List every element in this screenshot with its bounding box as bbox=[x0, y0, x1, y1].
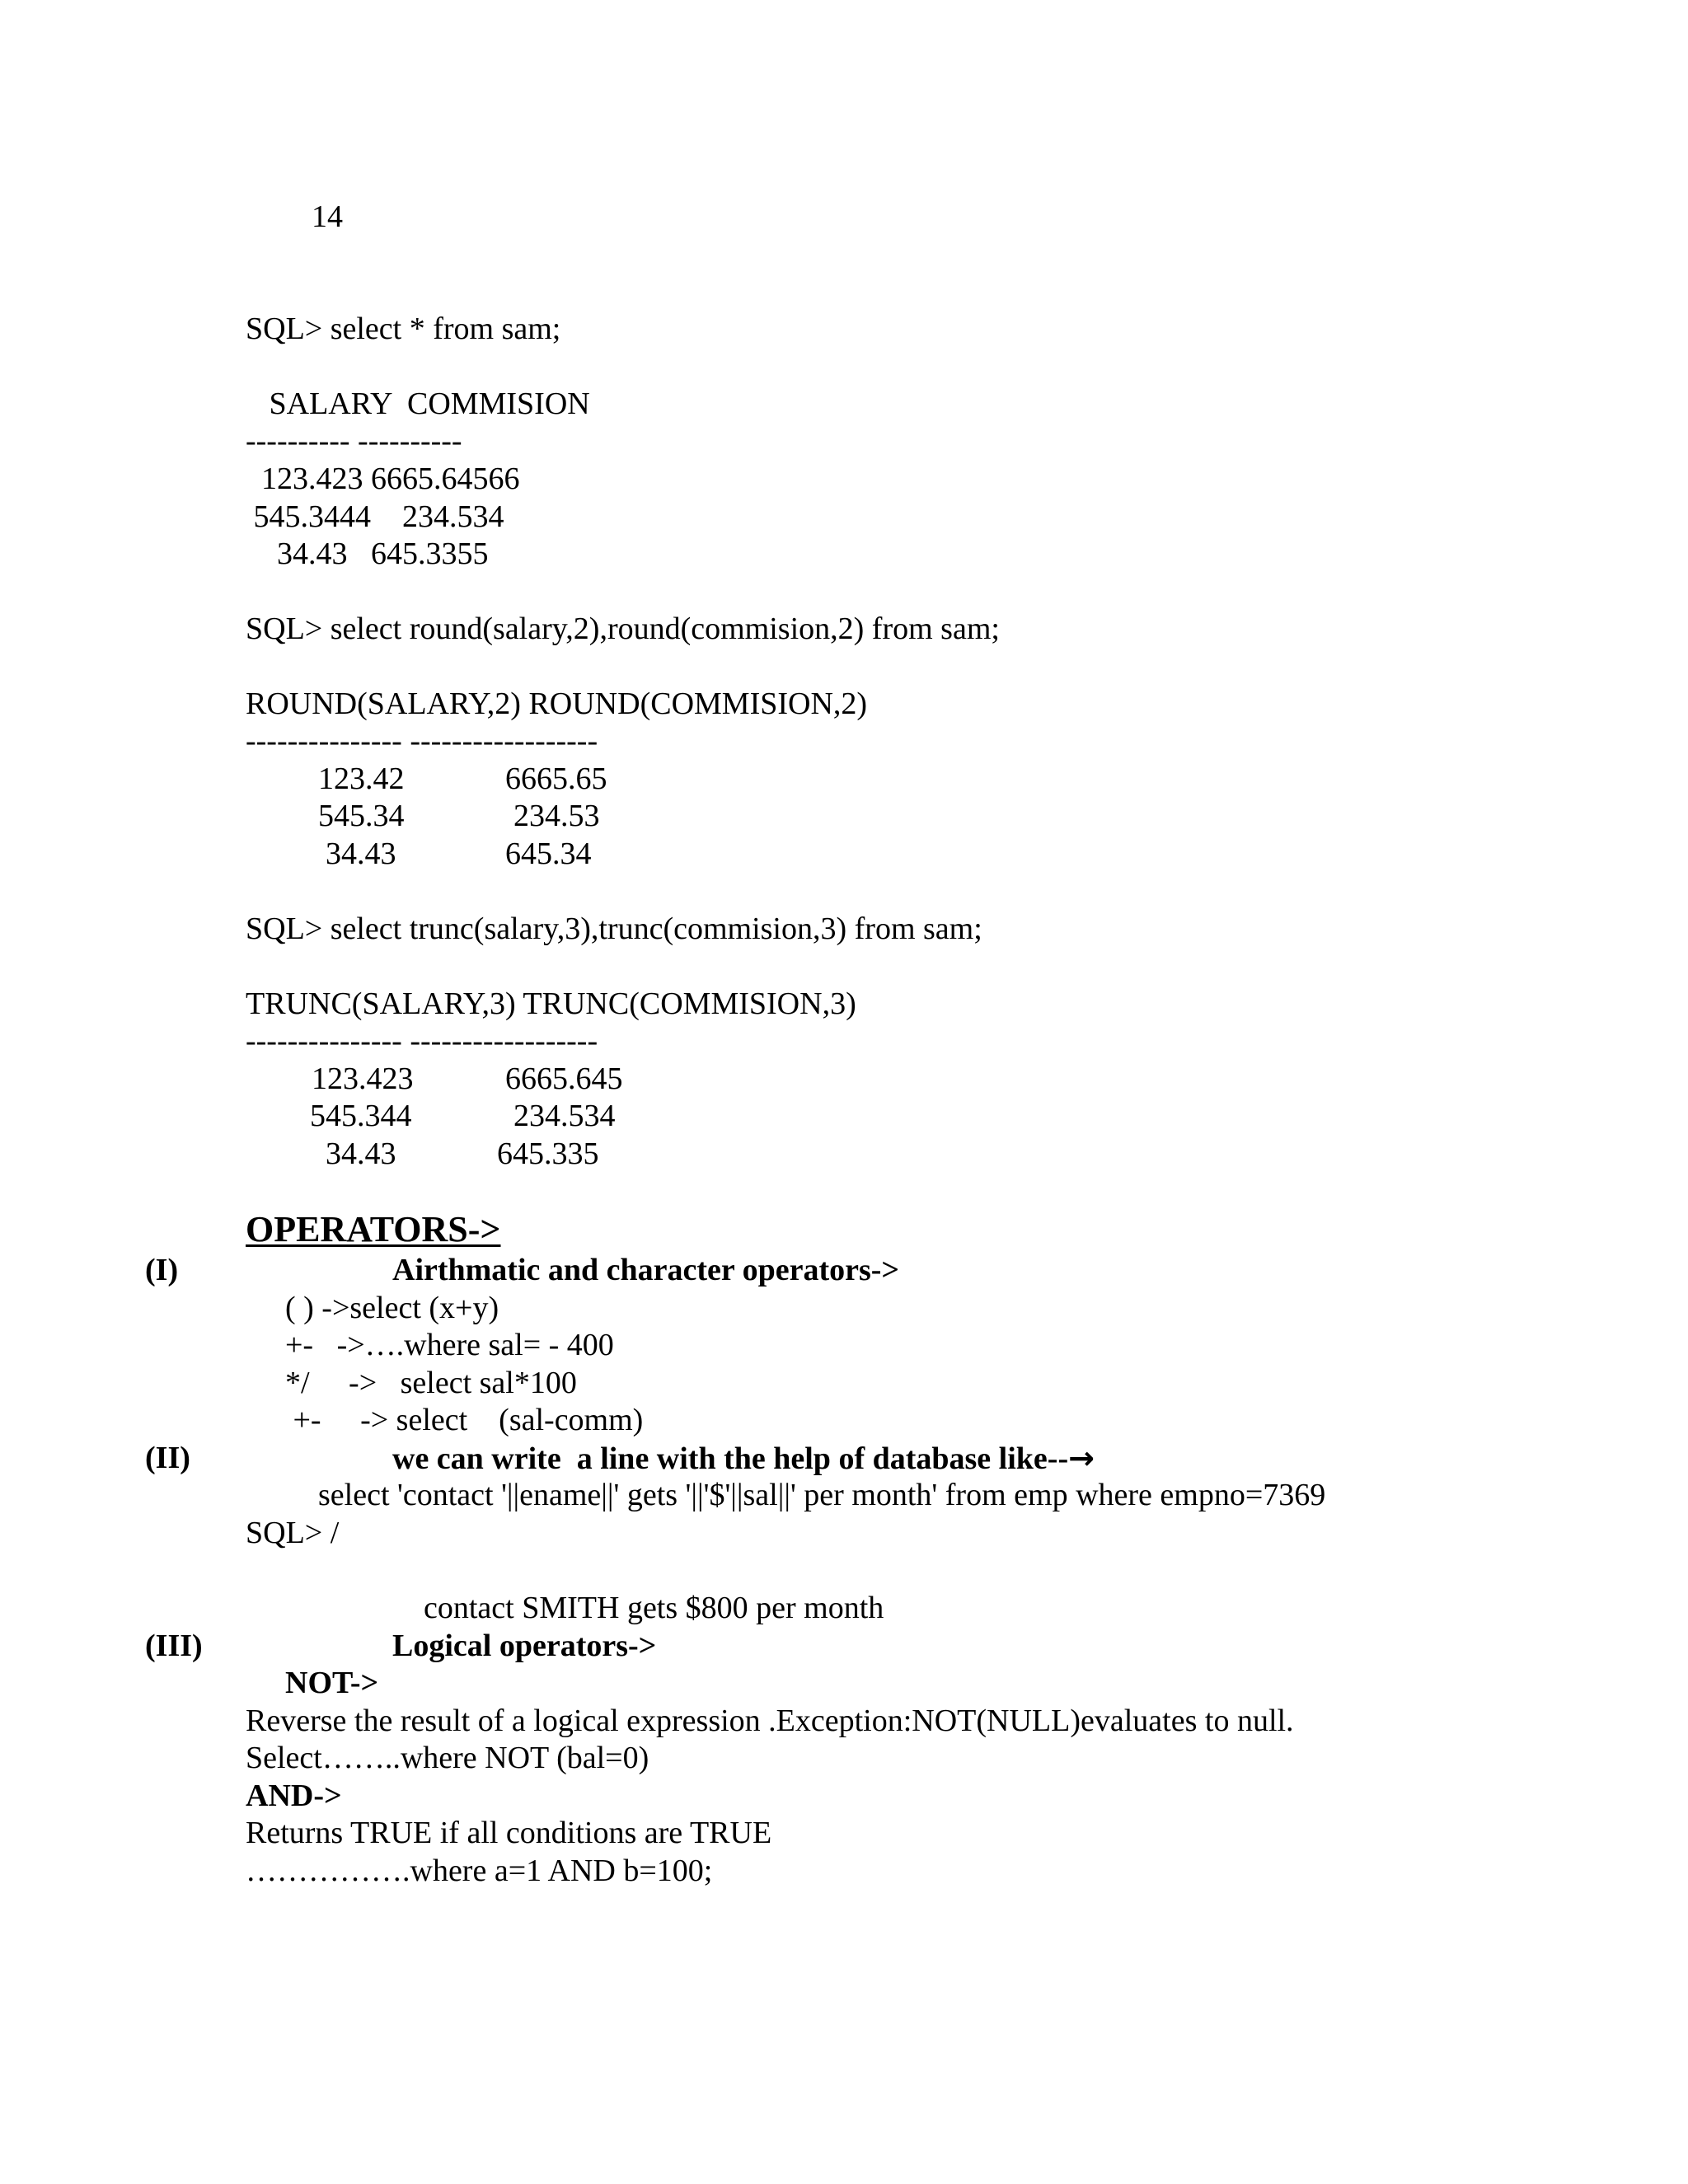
result-header: SALARY COMMISION bbox=[246, 387, 590, 421]
salary-cell: 34.43 bbox=[326, 1137, 396, 1171]
salary-cell: 545.344 bbox=[310, 1099, 412, 1133]
commision-cell: 6665.65 bbox=[505, 762, 607, 796]
section-heading: OPERATORS-> bbox=[246, 1209, 501, 1249]
result-rule: ---------- ---------- bbox=[246, 424, 462, 458]
section-marker: (II) bbox=[145, 1441, 190, 1475]
description: Reverse the result of a logical expression .Exception:NOT(NULL)evaluates to null. bbox=[246, 1704, 1294, 1738]
operator-line: +- ->….where sal= - 400 bbox=[285, 1328, 614, 1362]
sql-prompt: SQL> / bbox=[246, 1516, 340, 1550]
example: Select……..where NOT (bal=0) bbox=[246, 1741, 649, 1775]
result-rule: --------------- ------------------ bbox=[246, 1024, 598, 1058]
right-arrow-icon: → bbox=[1068, 1440, 1095, 1476]
commision-cell: 234.53 bbox=[513, 799, 600, 833]
result-header: TRUNC(SALARY,3) TRUNC(COMMISION,3) bbox=[246, 987, 856, 1021]
commision-cell: 234.534 bbox=[513, 1099, 616, 1133]
operator-line: */ -> select sal*100 bbox=[285, 1366, 577, 1400]
query-result: contact SMITH gets $800 per month bbox=[424, 1591, 884, 1625]
subsection-title: NOT-> bbox=[285, 1666, 379, 1700]
result-rule: --------------- ------------------ bbox=[246, 724, 598, 758]
commision-cell: 645.34 bbox=[505, 837, 592, 871]
salary-cell: 545.34 bbox=[318, 799, 405, 833]
operator-line: ( ) ->select (x+y) bbox=[285, 1291, 499, 1325]
page-number: 14 bbox=[312, 199, 343, 234]
section-marker: (I) bbox=[145, 1253, 179, 1287]
section-title: Airthmatic and character operators-> bbox=[392, 1253, 900, 1287]
sql-prompt: SQL> select trunc(salary,3),trunc(commision,3) from sam; bbox=[246, 912, 982, 946]
section-title: Logical operators-> bbox=[392, 1629, 657, 1663]
sql-prompt: SQL> select round(salary,2),round(commision,2) from sam; bbox=[246, 612, 1000, 646]
commision-cell: 645.335 bbox=[497, 1137, 599, 1171]
subsection-title: AND-> bbox=[246, 1779, 342, 1813]
salary-cell: 123.423 bbox=[312, 1062, 414, 1096]
salary-cell: 34.43 bbox=[326, 837, 396, 871]
result-row: 545.3444 234.534 bbox=[246, 499, 504, 534]
sql-query: select 'contact '||ename||' gets '||'$'||sal||' per month' from emp where empno=7369 bbox=[318, 1478, 1326, 1512]
result-header: ROUND(SALARY,2) ROUND(COMMISION,2) bbox=[246, 687, 868, 721]
description: Returns TRUE if all conditions are TRUE bbox=[246, 1816, 772, 1850]
salary-cell: 123.42 bbox=[318, 762, 405, 796]
sql-prompt: SQL> select * from sam; bbox=[246, 312, 561, 346]
section-title: we can write a line with the help of database like--→ bbox=[392, 1440, 1095, 1476]
commision-cell: 6665.645 bbox=[505, 1062, 623, 1096]
result-row: 34.43 645.3355 bbox=[246, 537, 489, 571]
section-marker: (III) bbox=[145, 1629, 203, 1663]
operator-line: +- -> select (sal-comm) bbox=[285, 1403, 644, 1437]
example: …………….where a=1 AND b=100; bbox=[246, 1854, 713, 1888]
result-row: 123.423 6665.64566 bbox=[246, 462, 520, 496]
